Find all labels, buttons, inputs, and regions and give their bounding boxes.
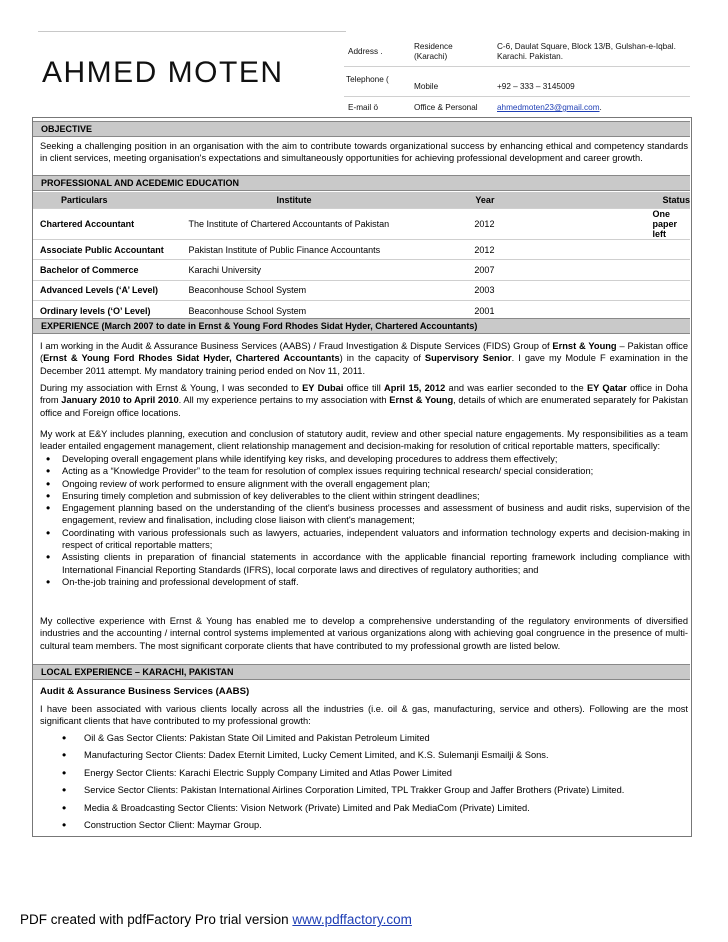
objective-heading: OBJECTIVE [33,121,690,137]
mobile-value: +92 – 333 – 3145009 [497,82,575,91]
list-item: • Oil & Gas Sector Clients: Pakistan State Oil Limited and Pakistan Petroleum Limited [40,730,690,747]
list-item: • Ensuring timely completion and submission of key deliverables to the client within stringent deadlines; [40,490,690,502]
list-item: • Energy Sector Clients: Karachi Electric Supply Company Limited and Atlas Power Limited [40,765,690,782]
local-experience-heading: LOCAL EXPERIENCE – KARACHI, PAKISTAN [33,664,690,680]
telephone-label: Telephone ( [346,75,389,84]
year-cell: 2012 [467,240,566,260]
list-item: • Media & Broadcasting Sector Clients: Vision Network (Private) Limited and Pak MediaCom (Private) Limited. [40,800,690,817]
particular-cell: Chartered Accountant [33,209,182,240]
address-label: Address . [348,47,383,56]
particular-cell: Ordinary levels (‘O’ Level) [33,301,182,321]
local-intro: I have been associated with various clients locally across all the industries (i.e. oil & gas, manufacturing, service and others). Following are the most significant clients that have contributed to my professional growth: [40,704,688,727]
institute-cell: The Institute of Chartered Accountants of Pakistan [182,209,468,240]
list-item: • Acting as a “Knowledge Provider” to the team for resolution of complex issues requiring technical research/ special consideration; [40,465,690,477]
col-institute: Institute [182,192,468,209]
list-item: • Service Sector Clients: Pakistan International Airlines Corporation Limited, TPL Trakker Group and Jaffer Brothers (Private) Limited. [40,782,690,799]
residence-label: Residence [414,42,453,51]
address-line2: Karachi. Pakistan. [497,52,563,61]
experience-paragraph-3: My work at E&Y includes planning, execution and conclusion of statutory audit, review and other special nature engagements. My responsibilities as a team leader entailed engagement management, client relationship management and decision-making for resolution of critical reportable matters, specifically: [40,429,688,452]
email-link[interactable]: ahmedmoten23@gmail.com [497,103,600,112]
experience-paragraph-1: I am working in the Audit & Assurance Business Services (AABS) / Fraud Investigation & Dispute Services (FIDS) Group of Ernst & Young – Pakistan office (Ernst & Young Ford Rhodes Sidat Hyder, Chartered Accountants) in the capacity of Supervisory Senior. I gave my Module F examination in the December 2011 attempt. My mandatory training period ended on Nov 11, 2011. [40,341,688,376]
email-type: Office & Personal [414,103,478,112]
list-item: • Construction Sector Client: Maymar Group. [40,817,690,834]
institute-cell: Beaconhouse School System [182,301,468,321]
email-suffix: . [599,103,602,112]
address-line1: C-6, Daulat Square, Block 13/B, Gulshan-e-Iqbal. [497,42,676,51]
experience-paragraph-4: My collective experience with Ernst & Young has enabled me to develop a comprehensive understanding of the regulatory environments of diversified industries and the accounting / internal control systems implemented at various organizations along with achieving goal congruence in the presence of multi-cultural team members. The most significant corporate clients that have contributed to my professional growth are listed below. [40,616,688,651]
education-heading: PROFESSIONAL AND ACEDEMIC EDUCATION [33,175,690,191]
status-cell: One paper left [566,209,690,240]
status-cell [566,240,690,260]
list-item: • Assisting clients in preparation of financial statements in accordance with the applicable financial reporting framework including compliance with International Financial Reporting Standards (IFRS), local corporate laws and directives of regulatory authorities; and [40,551,690,576]
email-label: E-mail ö [348,103,379,112]
status-cell [566,260,690,280]
mobile-label: Mobile [414,82,439,91]
responsibility-list [40,453,690,588]
footer-text: PDF created with pdfFactory Pro trial version [20,912,293,927]
particular-cell: Advanced Levels (‘A’ Level) [33,280,182,300]
candidate-name: AHMED MOTEN [42,56,284,89]
list-item: • Manufacturing Sector Clients: Dadex Eternit Limited, Lucky Cement Limited, and K.S. Sulemanji Esmailji & Sons. [40,747,690,764]
education-header-row [33,192,690,209]
education-table [33,192,690,322]
status-cell [566,280,690,300]
institute-cell: Beaconhouse School System [182,280,468,300]
col-particulars: Particulars [33,192,182,209]
year-cell: 2001 [467,301,566,321]
table-row [33,209,690,240]
experience-heading: EXPERIENCE (March 2007 to date in Ernst & Young Ford Rhodes Sidat Hyder, Chartered Accountants) [33,318,690,334]
footer-link[interactable]: www.pdffactory.com [292,912,412,927]
table-row [33,280,690,300]
list-item: • On-the-job training and professional development of staff. [40,576,690,588]
list-item: • Developing overall engagement plans while identifying key risks, and developing procedures to address them effectively; [40,453,690,465]
header-rule [38,31,346,32]
year-cell: 2012 [467,209,566,240]
year-cell: 2003 [467,280,566,300]
contact-divider [344,66,690,67]
experience-paragraph-2: During my association with Ernst & Young, I was seconded to EY Dubai office till April 15, 2012 and was earlier seconded to the EY Qatar office in Doha from January 2010 to April 2010. All my experience pertains to my association with Ernst & Young, details of which are enumerated separately for Pakistan office and Foreign office locations. [40,383,688,418]
objective-text: Seeking a challenging position in an organisation with the aim to contribute towards organizational success by enhancing ethical and competency standards in client services, meeting organisation's expectations and simultaneously opportunities for achieving professional development and career growth. [40,141,688,164]
particular-cell: Bachelor of Commerce [33,260,182,280]
col-status: Status [566,192,690,209]
list-item: • Ongoing review of work performed to ensure alignment with the overall engagement plan; [40,478,690,490]
table-row [33,260,690,280]
local-subheading: Audit & Assurance Business Services (AABS) [40,686,250,697]
year-cell: 2007 [467,260,566,280]
list-item: • Engagement planning based on the understanding of the client's business processes and assessment of business and audit risks, supervision of the engagement, review and finalisation, including close liaison with client's management; [40,502,690,527]
client-list [40,730,690,834]
institute-cell: Pakistan Institute of Public Finance Accountants [182,240,468,260]
particular-cell: Associate Public Accountant [33,240,182,260]
pdf-footer [20,912,412,927]
col-year: Year [467,192,566,209]
table-row [33,240,690,260]
contact-divider [344,96,690,97]
list-item: • Coordinating with various professionals such as lawyers, actuaries, independent valuators and information technology experts and decision-making in respect of critical reportable matters; [40,527,690,552]
institute-cell: Karachi University [182,260,468,280]
residence-city: (Karachi) [414,52,448,61]
